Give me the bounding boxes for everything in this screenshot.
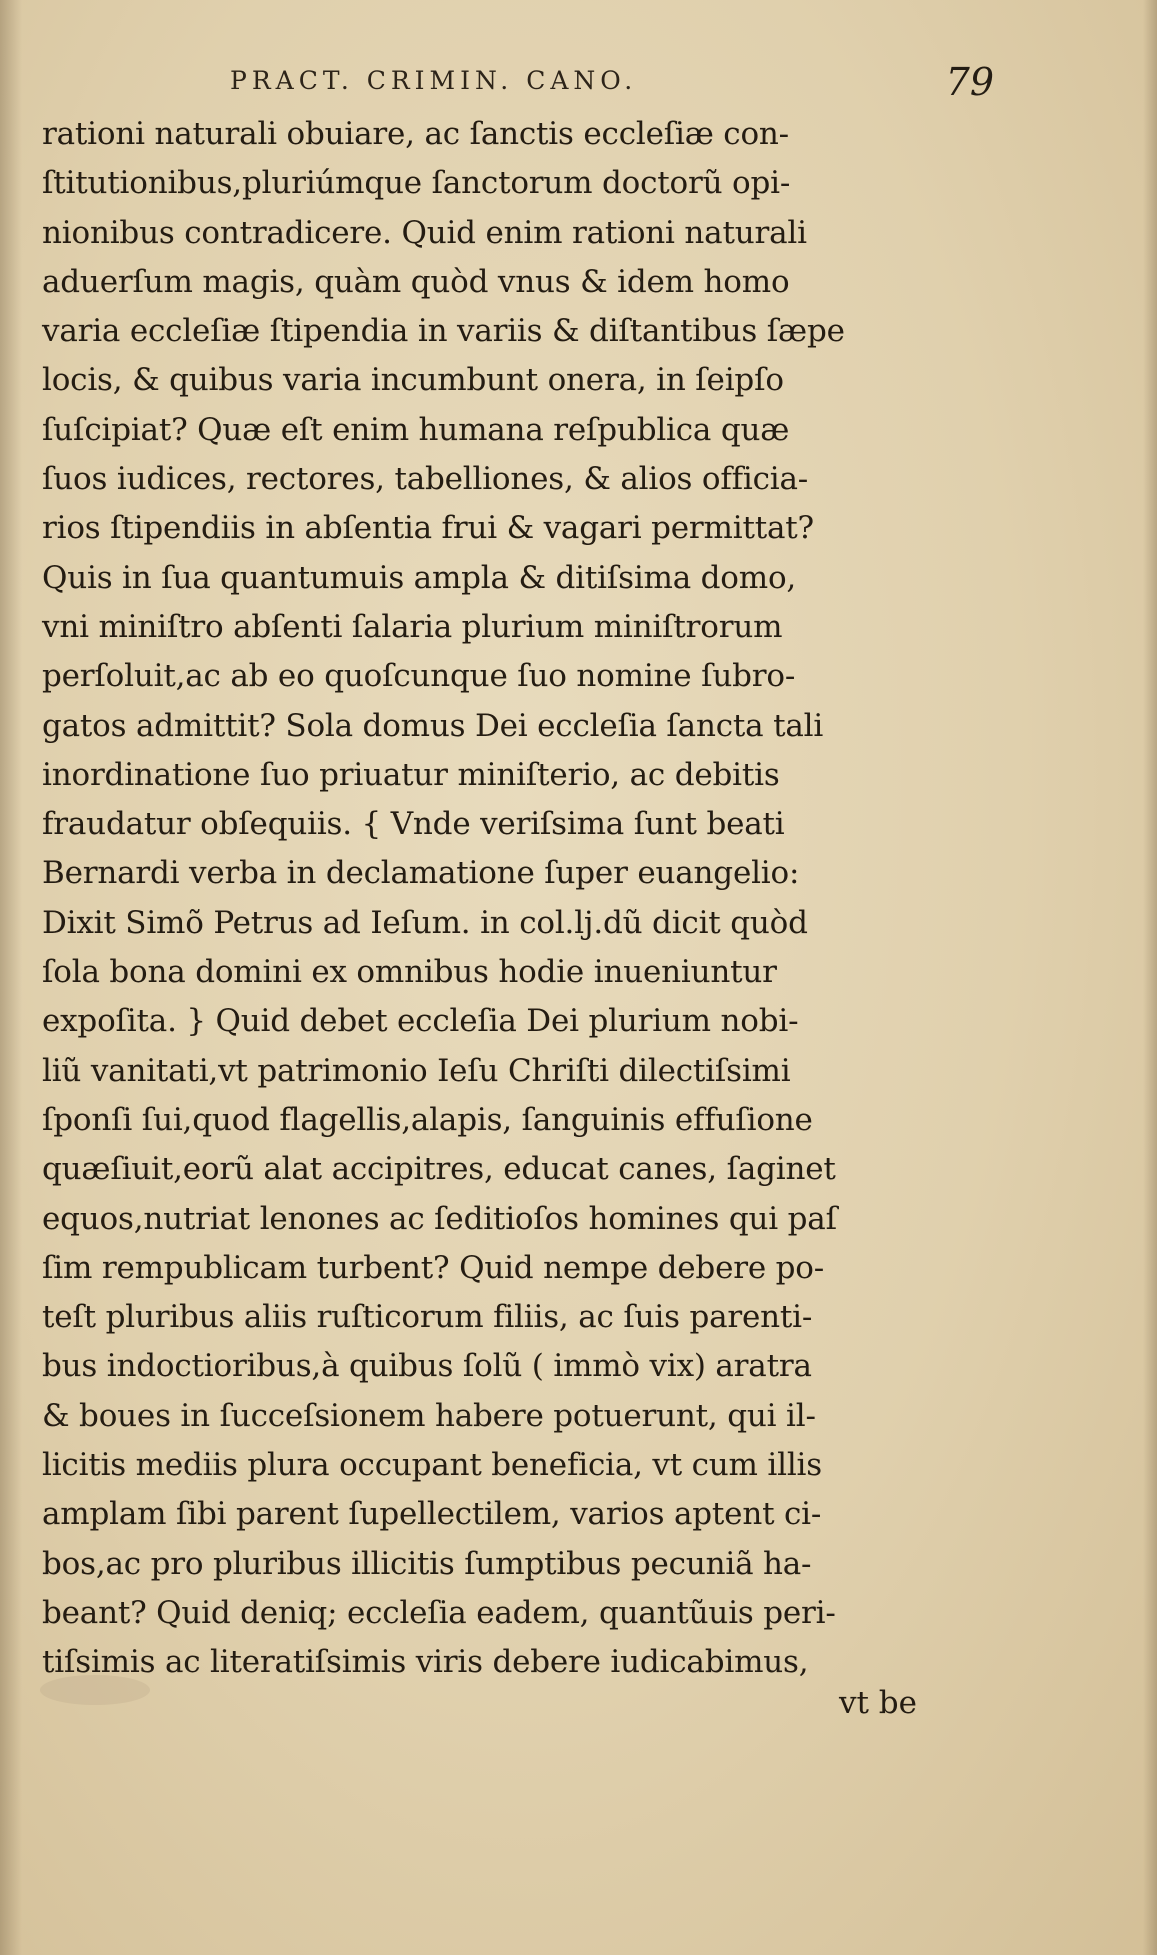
text-line: ſuſcipiat? Quæ eſt enim humana reſpublica quæ	[42, 411, 790, 448]
text-line: vni miniſtro abſenti ſalaria plurium miniſtrorum	[42, 608, 783, 645]
text-line: ſim rempublicam turbent? Quid nempe debere po-	[42, 1249, 825, 1286]
text-line: locis, & quibus varia incumbunt onera, in ſeipſo	[42, 362, 784, 399]
text-line: fraudatur obſequiis. { Vnde veriſsima ſunt beati	[42, 806, 785, 843]
text-line: ſponſi ſui,quod flagellis,alapis, ſanguinis effuſione	[42, 1101, 813, 1138]
text-line: Quis in ſua quantumuis ampla & ditiſsima domo,	[42, 559, 797, 596]
text-line: nionibus contradicere. Quid enim rationi naturali	[42, 214, 807, 251]
text-line: equos,nutriat lenones ac ſeditioſos homines qui paſ	[42, 1200, 837, 1237]
text-line: perſoluit,ac ab eo quoſcunque ſuo nomine ſubro-	[42, 658, 796, 695]
text-line: beant? Quid deniq; eccleſia eadem, quantũuis peri-	[42, 1594, 836, 1631]
catchword: vt be	[838, 1685, 917, 1721]
text-line: gatos admittit? Sola domus Dei eccleſia ſancta tali	[42, 707, 824, 744]
ink-stain	[40, 1675, 150, 1705]
text-line: Bernardi verba in declamatione ſuper euangelio:	[42, 855, 800, 892]
text-line: quæſiuit,eorũ alat accipitres, educat canes, ſaginet	[42, 1151, 836, 1188]
text-line: varia eccleſiæ ſtipendia in variis & diſtantibus ſæpe	[42, 313, 845, 350]
text-line: Dixit Simõ Petrus ad Ieſum. in col.lj.dũ dicit quòd	[42, 904, 808, 941]
gutter-shadow	[0, 0, 22, 1955]
text-line: ſuos iudices, rectores, tabelliones, & alios officia-	[42, 461, 809, 498]
text-line: aduerſum magis, quàm quòd vnus & idem homo	[42, 263, 790, 300]
text-line: ſola bona domini ex omnibus hodie inueniuntur	[42, 954, 777, 991]
text-line: bos,ac pro pluribus illicitis ſumptibus pecuniã ha-	[42, 1545, 812, 1582]
text-line: licitis mediis plura occupant beneficia, vt cum illis	[42, 1447, 822, 1484]
text-block	[42, 110, 932, 1688]
text-line: rationi naturali obuiare, ac ſanctis eccleſiæ con-	[42, 116, 789, 152]
text-line: tiſsimis ac literatiſsimis viris debere iudicabimus,	[42, 1644, 809, 1681]
text-line: inordinatione ſuo priuatur miniſterio, ac debitis	[42, 756, 780, 793]
edge-shadow	[1143, 0, 1157, 1955]
text-line: expoſita. } Quid debet eccleſia Dei plurium nobi-	[42, 1003, 799, 1040]
running-title: PRACT. CRIMIN. CANO.	[230, 66, 638, 95]
text-line: amplam ſibi parent ſupellectilem, varios aptent ci-	[42, 1496, 822, 1533]
text-line: ſtitutionibus,pluriúmque ſanctorum doctorũ opi-	[42, 165, 791, 202]
text-line: bus indoctioribus,à quibus ſolũ ( immò vix) aratra	[42, 1348, 812, 1385]
text-line: rios ſtipendiis in abſentia frui & vagari permittat?	[42, 510, 814, 547]
text-line: liũ vanitati,vt patrimonio Ieſu Chriſti dilectiſsimi	[42, 1052, 791, 1089]
text-line: & boues in ſucceſsionem habere potuerunt, qui il-	[42, 1397, 816, 1434]
page-number: 79	[945, 60, 994, 104]
text-line: teſt pluribus aliis ruſticorum filiis, ac ſuis parenti-	[42, 1299, 813, 1336]
